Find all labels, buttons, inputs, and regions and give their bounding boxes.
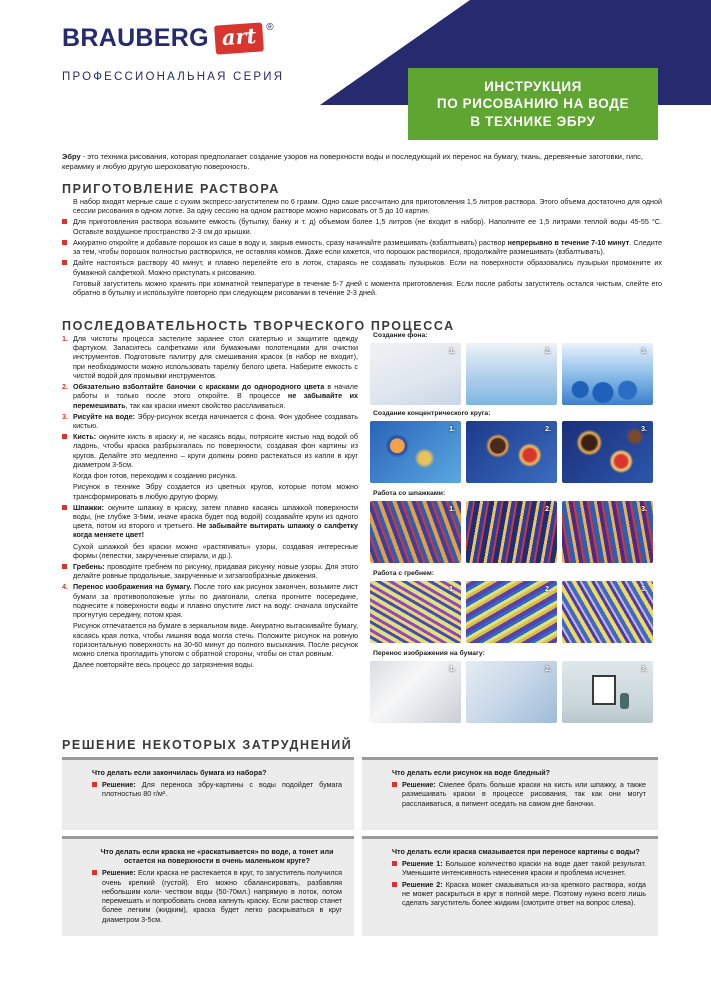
bullet-square: [92, 870, 97, 875]
photo-comb-2: [466, 581, 557, 643]
photo-transfer-1: [370, 661, 461, 723]
photo-number: 2.: [545, 506, 551, 513]
caption-skewers: Работа со шпажками:: [373, 490, 446, 497]
photo-transfer-2: [466, 661, 557, 723]
transfer-note: Рисунок отпечатается на бумаге в зеркальном виде. Аккуратно вытаскивайте бумагу, касаясь края лотка, чтобы лишняя вода могла стечь. Положите рисунок на ровную горизонтальную поверхность на 30-60 минут до полного высыхания. После рисунок можно слегка прогладить утюгом с обратной стороны, чтобы он стал ровным.: [73, 621, 358, 658]
photo-skewers-2: [466, 501, 557, 563]
photo-number: 3.: [641, 426, 647, 433]
skewer-bold: Шпажки:: [73, 502, 105, 512]
photo-number: 3.: [641, 666, 647, 673]
solutions-heading: РЕШЕНИЕ НЕКОТОРЫХ ЗАТРУДНЕНИЙ: [62, 738, 353, 752]
comb-text: проводите гребнем по рисунку, придавая рисунку новые узоры. Для этого делайте ровные продольные, закрученные и зигзагообразные движения.: [73, 562, 358, 581]
step-1: [62, 334, 358, 380]
skewer-text: окуните шпажку в краску, затем плавно касаясь шпажкой поверхности воды, (не глубже 3-5мм, иначе краска будет под водой) создавайте круги из одного цвета, потом из второго и третьего.: [73, 502, 358, 531]
photo-number: 2.: [545, 666, 551, 673]
answer-label: Решение:: [402, 780, 436, 790]
photo-number: 1.: [449, 666, 455, 673]
step-2-post: , так как краски имеют свойство расслаиваться.: [125, 400, 286, 410]
answer-text: Если краска не растекается в круг, то загуститель получился очень крепкий (густой). Его можно сбалансировать, разбавляя небольшим коли- чеством воды (50-70мл.) напрямую в лоток, потом перемешать и попробовать снова капнуть краску. Если раствор станет более легким (жидким), краска будет легко раскрываться в круг диаметром 3-5см.: [102, 868, 342, 924]
skewer-bold-2: Не забывайте вытирать шпажку о салфетку когда меняете цвет!: [73, 521, 359, 540]
bullet-square: [62, 240, 67, 245]
skewer-note: Сухой шпажкой без краски можно «растягивать» узоры, создавая интересные формы (лепестки, закрученные спирали, и др.).: [73, 541, 358, 560]
prep-bullet-2-post: . Следите за тем, чтобы порошок полностью растворился, не оставляя комков. Даже если кажется, что порошок растворился, продолжайте размешивать (взбалтывать).: [73, 237, 662, 257]
photo-number: 1.: [449, 586, 455, 593]
circles-note: Рисунок в технике Эбру создается из цветных кругов, которые потом можно трансформировать в любую другую форму.: [73, 482, 358, 501]
question-sinking: Что делать если краска не «раскатывается» по воде, а тонет или остается на поверхности в очень маленьком круге?: [100, 847, 334, 866]
step-3-text: Эбру-рисунок всегда начинается с фона. Фон удобнее создавать кистью.: [73, 411, 358, 430]
brand-name: BRAUBERG: [62, 24, 209, 52]
prep-bullet-1-text: Для приготовления раствора возьмите емкость (бутылку, банку и т. д) объемом более 1,5 литров (не входит в набор). Наполните ее 1,5 литрами теплой воды 45-55 °С. Оставьте воздушное пространство 2-3 см до крышки.: [73, 217, 662, 236]
prep-bullet-2: [62, 238, 662, 256]
title-line-1: ИНСТРУКЦИЯ: [484, 78, 582, 94]
intro-text: - это техника рисования, которая предполагает создание узоров на поверхности воды и последующий их перенос на бумагу, ткань, деревянные заготовки, гипс, керамику и любую другую шероховатую поверхность.: [62, 152, 643, 171]
photo-number: 1.: [449, 506, 455, 513]
step-4-number: 4.: [62, 582, 68, 592]
prep-bullet-3-text: Дайте настояться раствору 40 минут, и плавно перелейте его в лоток, стараясь не создавать пузырьков. Если на поверхности образовались пузырьки промокните их бумажной салфеткой. Можно приступать к рисованию.: [73, 258, 662, 277]
repeat-note: Далее повторяйте весь процесс до загрязнения воды.: [73, 660, 254, 670]
series-label: ПРОФЕССИОНАЛЬНАЯ СЕРИЯ: [62, 71, 285, 83]
caption-circles: Создание концентрического круга:: [373, 410, 491, 417]
framed-picture: [592, 675, 616, 705]
photo-number: 1.: [449, 426, 455, 433]
bullet-square: [62, 505, 67, 510]
answer-label: Решение:: [102, 780, 136, 790]
problem-card-paper: [62, 757, 354, 830]
process-heading: ПОСЛЕДОВАТЕЛЬНОСТЬ ТВОРЧЕСКОГО ПРОЦЕССА: [62, 319, 455, 333]
step-4-bold: Перенос изображения на бумагу.: [73, 582, 192, 592]
caption-comb: Работа с гребнем:: [373, 570, 435, 577]
caption-background: Создание фона:: [373, 332, 428, 339]
photo-comb-3: [562, 581, 653, 643]
brush-bold: Кисть:: [73, 432, 97, 442]
photo-comb-1: [370, 581, 461, 643]
bullet-square: [392, 882, 397, 887]
caption-transfer: Перенос изображения на бумагу:: [373, 650, 485, 657]
step-1-number: 1.: [62, 334, 68, 343]
prep-section: [62, 197, 662, 299]
step-3: [62, 412, 358, 430]
photo-background-2: [466, 343, 557, 405]
answer-text: Большое количество краски на воде дает такой результат. Уменьшите интенсивность нанесения краски и проблема исчезнет.: [402, 859, 646, 878]
prep-p2: Готовый загуститель можно хранить при комнатной температуре в течение 5-7 дней с момента приготовления. Если после работы загуститель остался чистым, слейте его обратно в бутылку и используйте повторно при следующем рисовании в течение 2-3 дней.: [73, 278, 662, 297]
photo-number: 3.: [641, 506, 647, 513]
photo-number: 2.: [545, 586, 551, 593]
step-2: [62, 382, 358, 410]
photo-number: 2.: [545, 426, 551, 433]
registered-mark: ®: [266, 22, 274, 33]
comb-bold: Гребень:: [73, 562, 105, 572]
header: [0, 0, 711, 140]
title-line-3: В ТЕХНИКЕ ЭБРУ: [470, 113, 596, 129]
photo-background-3: [562, 343, 653, 405]
photo-circles-2: [466, 421, 557, 483]
answer-text: Для переноса эбру-картины с воды подойдет бумага плотностью 80 г/м².: [102, 780, 342, 799]
page-title: [408, 68, 658, 140]
brush-note: Когда фон готов, переходим к созданию рисунка.: [73, 471, 237, 481]
title-line-2: ПО РИСОВАНИЮ НА ВОДЕ: [436, 96, 630, 112]
brush-text: окуните кисть в краску и, не касаясь воды, потрясите кистью над водой об ладонь, чтобы краска разбрызгалась по поверхности, создавая фон картины из кругов. Делайте это медленно – круги должны ровно растекаться из капли в круг диаметром 3-5см.: [73, 432, 358, 469]
bullet-square: [392, 782, 397, 787]
bullet-square: [62, 219, 67, 224]
photo-skewers-1: [370, 501, 461, 563]
question-smear: Что делать если краска смазывается при переносе картины с воды?: [392, 847, 640, 856]
bullet-square: [62, 564, 67, 569]
brush-bullet: [62, 432, 358, 469]
answer-label: Решение 1:: [402, 859, 443, 869]
step-2-mid: в начале работы и только после этого откройте. В процессе: [73, 382, 359, 401]
answer-label: Решение 2:: [402, 879, 443, 889]
photo-skewers-3: [562, 501, 653, 563]
prep-heading: ПРИГОТОВЛЕНИЕ РАСТВОРА: [62, 182, 280, 196]
answer-smear-1: [392, 859, 646, 877]
photo-number: 3.: [641, 586, 647, 593]
prep-bullet-2-text: Аккуратно откройте и добавьте порошок из саше в воду и, закрыв емкость, сразу начинайте размешивать (взбалтывать) раствор: [73, 237, 508, 247]
answer-smear-2: [392, 880, 646, 908]
bullet-square: [92, 782, 97, 787]
photo-background-1: [370, 343, 461, 405]
process-section: [62, 334, 358, 671]
comb-bullet: [62, 562, 358, 580]
step-3-number: 3.: [62, 411, 68, 421]
bullet-square: [392, 861, 397, 866]
bullet-square: [62, 260, 67, 265]
step-4: [62, 582, 358, 619]
photo-circles-1: [370, 421, 461, 483]
question-pale: Что делать если рисунок на воде бледный?: [392, 768, 551, 777]
prep-bullet-3: [62, 258, 662, 276]
step-2-number: 2.: [62, 382, 68, 392]
photo-transfer-3: [562, 661, 653, 723]
brand-art-badge: art: [214, 22, 264, 54]
step-4-text: После того как рисунок закончен, возьмите лист бумаги за противоположные углы по диагонали, слегка прогните посередине, поднесите к поверхности воды и плавно опустите лист на воду: сначала опускайте прогнутую середину, потом края.: [73, 582, 358, 620]
problem-card-sinking: [62, 836, 354, 936]
answer-label: Решение:: [102, 868, 136, 878]
skewer-bullet: [62, 503, 358, 540]
prep-bullet-2-bold: непрерывно в течение 7-10 минут: [507, 237, 630, 247]
brand-logo: [62, 22, 274, 54]
photo-number: 3.: [641, 348, 647, 355]
intro-term: Эбру: [62, 152, 81, 161]
step-2-bold: Обязательно взболтайте баночки с красками до однородного цвета: [73, 382, 325, 392]
prep-bullet-1: [62, 217, 662, 235]
vase: [620, 693, 629, 709]
answer-text: Краска может смазываться из-за крепкого раствора, когда не может раскрыться в круг в полной мере. Поэтому нужно всего лишь сделать загуститель более жидким (смотрите ответ на вопрос слева).: [402, 879, 647, 908]
answer-pale: [392, 780, 646, 808]
answer-sinking: [92, 868, 342, 923]
problem-card-smear: [362, 836, 658, 936]
step-1-text: Для чистоты процесса застелите заранее стол скатертью и защитите одежду фартуком. Запаситесь салфетками или бумажными полотенцами для очистки инструментов. Подготовьте палитру для смешивания красок (в набор не входит), при необходимости можно использовать тарелку белого цвета. Наберите емкость с чистой водой для промывки инструментов.: [73, 334, 358, 380]
intro-paragraph: [62, 152, 662, 171]
step-2-bold-2: не забывайте их перемешивать: [73, 391, 358, 410]
photo-number: 2.: [545, 348, 551, 355]
problem-card-pale: [362, 757, 658, 830]
answer-text: Смелее брать больше краски на кисть или шпажку, а также размешивать краски в процессе рисования, так как они могут расслаиваться, а пигмент оседать на самом дне баночки.: [402, 780, 646, 808]
answer-paper: [92, 780, 342, 798]
bullet-square: [62, 434, 67, 439]
photo-number: 1.: [449, 348, 455, 355]
step-3-bold: Рисуйте на воде:: [73, 411, 135, 421]
prep-p1: В набор входят мерные саше с сухим экспресс-загустителем по 6 грамм. Одно саше рассчитано для приготовления 1,5 литров раствора. Этого объема достаточно для одной сессии рисования в одном лотке. За одну сессию на одном растворе можно нарисовать от 5 до 10 картин.: [73, 197, 662, 216]
photo-circles-3: [562, 421, 653, 483]
question-paper: Что делать если закончилась бумага из набора?: [92, 768, 267, 777]
